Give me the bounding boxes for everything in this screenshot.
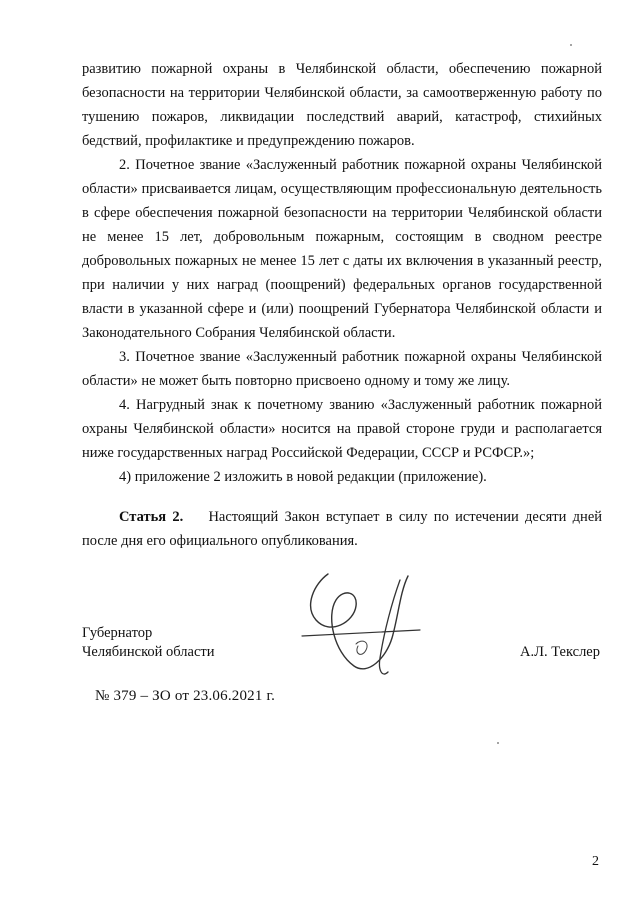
page-number: 2 [592, 854, 599, 869]
article-label: Статья 2. [119, 509, 184, 525]
signatory-title [82, 624, 215, 662]
scan-speck [497, 742, 499, 744]
law-number: № 379 – ЗО от 23.06.2021 г. [95, 688, 276, 704]
signatory-title-line-1: Губернатор [82, 625, 153, 641]
signatory-title-line-2: Челябинской области [82, 644, 215, 660]
paragraph-appendix: 4) приложение 2 изложить в новой редакции (приложение). [119, 469, 487, 485]
article-2 [82, 505, 602, 553]
article-text: Настоящий Закон вступает в силу по истечении десяти дней после дня его официального опубликования. [82, 509, 603, 549]
paragraph-item-2: 2. Почетное звание «Заслуженный работник пожарной охраны Челябинской области» присваивается лицам, осуществляющим профессиональную деятельность в сфере обеспечения пожарной безопасности на территории Челябинской области не менее 15 лет, добровольным пожарным, состоящим в сводном реестре добровольных пожарных не менее 15 лет с даты их включения в указанный реестр, при наличии у них наград (поощрений) федеральных органов государственной власти в указанной сфере и (или) поощрений Губернатора Челябинской области и Законодательного Собрания Челябинской области. [82, 157, 602, 341]
scan-speck [570, 44, 572, 46]
paragraph-continuation: развитию пожарной охраны в Челябинской области, обеспечению пожарной безопасности на территории Челябинской области, за самоотверженную работу по тушению пожаров, ликвидации последствий аварий, катастроф, стихийных бедствий, профилактике и предупреждению пожаров. [82, 61, 602, 149]
paragraph-item-4: 4. Нагрудный знак к почетному званию «Заслуженный работник пожарной охраны Челябинской области» носится на правой стороне груди и располагается ниже государственных наград Российской Федерации, СССР и РСФСР.»; [82, 397, 602, 461]
paragraph-item-3: 3. Почетное звание «Заслуженный работник пожарной охраны Челябинской области» не может быть повторно присвоено одному и тому же лицу. [82, 349, 602, 389]
signatory-name: А.Л. Текслер [520, 644, 600, 660]
document-body [82, 57, 602, 553]
handwritten-signature [296, 562, 426, 684]
